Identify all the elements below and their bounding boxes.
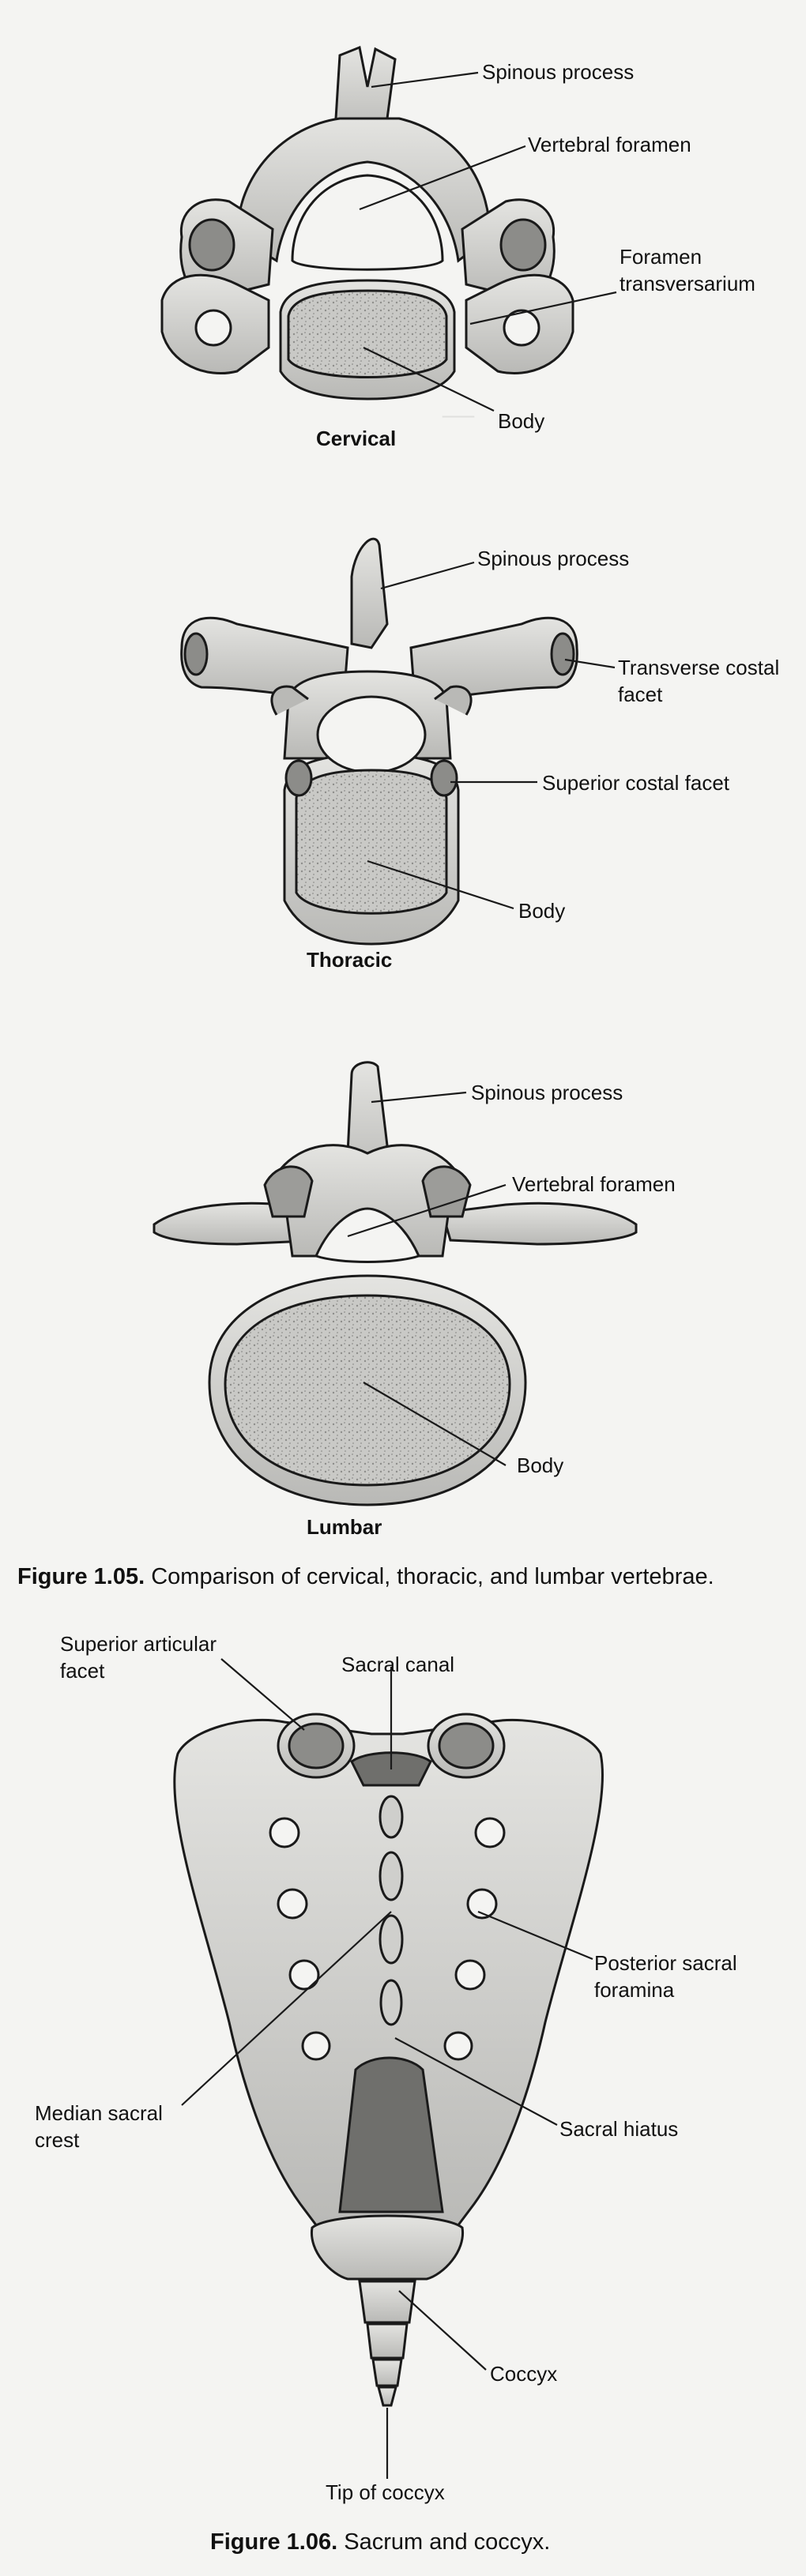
caption-figure-1-05-number: Figure 1.05.	[17, 1564, 145, 1589]
title-thoracic: Thoracic	[307, 948, 393, 972]
cervical-body-top	[288, 291, 446, 378]
title-lumbar: Lumbar	[307, 1515, 382, 1539]
coccyx	[311, 2216, 462, 2405]
label-cervical-transversarium: transversarium	[620, 272, 755, 295]
label-median-sacral-crest: crest	[35, 2128, 80, 2152]
label-lumbar-spinous-process: Spinous process	[471, 1081, 623, 1104]
label-lumbar-body: Body	[517, 1453, 564, 1477]
label-thoracic-transverse-costal: Transverse costal	[618, 656, 780, 679]
label-cervical-spinous-process: Spinous process	[482, 60, 635, 84]
label-median-sacral: Median sacral	[35, 2101, 163, 2125]
caption-figure-1-06-text: Sacrum and coccyx.	[344, 2529, 551, 2555]
bleed-through-text: —	[443, 396, 474, 431]
label-cervical-vertebral-foramen: Vertebral foramen	[528, 133, 691, 156]
label-thoracic-superior-costal-facet: Superior costal facet	[542, 771, 730, 795]
label-cervical-foramen: Foramen	[620, 245, 702, 269]
title-cervical: Cervical	[316, 427, 397, 450]
caption-figure-1-05-text: Comparison of cervical, thoracic, and lumbar vertebrae.	[151, 1564, 714, 1589]
label-posterior-sacral-foramina: foramina	[594, 1978, 675, 2002]
caption-figure-1-06	[210, 2529, 550, 2555]
label-posterior-sacral: Posterior sacral	[594, 1951, 737, 1975]
label-thoracic-facet: facet	[618, 683, 663, 706]
label-sacral-hiatus: Sacral hiatus	[559, 2117, 679, 2141]
label-superior-articular: Superior articular	[60, 1632, 217, 1656]
label-thoracic-body: Body	[518, 899, 566, 923]
caption-figure-1-05	[17, 1564, 714, 1590]
label-cervical-body: Body	[498, 409, 545, 433]
cervical-foramen-transversarium-left	[196, 310, 231, 345]
label-tip-of-coccyx: Tip of coccyx	[326, 2480, 445, 2504]
caption-figure-1-06-number: Figure 1.06.	[210, 2529, 338, 2555]
label-superior-articular-facet: facet	[60, 1659, 105, 1683]
cervical-vertebral-foramen	[292, 175, 443, 269]
label-coccyx: Coccyx	[490, 2362, 558, 2386]
label-lumbar-vertebral-foramen: Vertebral foramen	[512, 1172, 676, 1196]
label-sacral-canal: Sacral canal	[341, 1653, 455, 1676]
label-thoracic-spinous-process: Spinous process	[477, 547, 630, 570]
thoracic-vertebral-foramen	[318, 697, 425, 773]
